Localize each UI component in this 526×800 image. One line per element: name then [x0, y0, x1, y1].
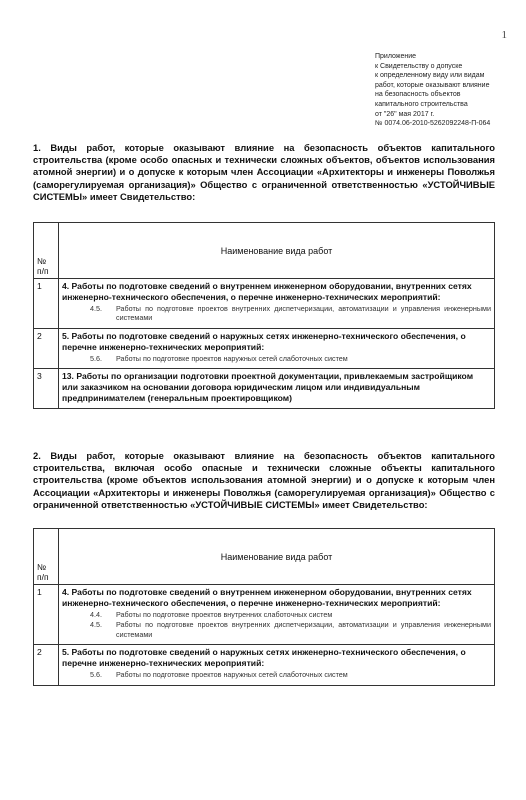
work-subitem — [90, 670, 491, 679]
row-number: 3 — [34, 369, 59, 409]
subitem-text: Работы по подготовке проектов внутренних диспетчеризации, автоматизации и управления инженерными системами — [116, 620, 491, 639]
subitem-number: 5.6. — [90, 670, 102, 680]
table-row — [34, 328, 495, 368]
row-number: 2 — [34, 645, 59, 685]
appendix-line: к Свидетельству о допуске — [375, 62, 463, 70]
work-type-title: 5. Работы по подготовке сведений о наружных сетях инженерно-технического обеспечения, о перечне инженерно-технических мероприятий: — [62, 647, 466, 669]
work-type-title: 5. Работы по подготовке сведений о наружных сетях инженерно-технического обеспечения, о перечне инженерно-технических мероприятий: — [62, 330, 466, 352]
row-content — [59, 328, 495, 368]
subitem-number: 4.5. — [90, 620, 102, 630]
row-content — [59, 585, 495, 645]
section2-intro: 2. Виды работ, которые оказывают влияние на безопасность объектов капитального строительства, включая особо опасные и технически сложные объекты капитального строительства (кроме объектов использования атомной энергии) и о допуске к которым член Ассоциации «Архитекторы и инженеры Поволжья (саморегулируемая организация)» Общество с ограниченной ответственностью «УСТОЙЧИВЫЕ СИСТЕМЫ» имеет Свидетельство: — [33, 450, 495, 510]
header-name: Наименование вида работ — [59, 223, 495, 279]
header-name: Наименование вида работ — [59, 529, 495, 585]
row-number: 1 — [34, 279, 59, 329]
appendix-line: капитального строительства — [375, 100, 468, 108]
header-num: № п/п — [34, 529, 59, 585]
table-row — [34, 585, 495, 645]
row-content — [59, 279, 495, 329]
table-row — [34, 279, 495, 329]
subitem-text: Работы по подготовке проектов наружных сетей слаботочных систем — [116, 670, 348, 680]
work-subitem — [90, 354, 491, 363]
table-row — [34, 369, 495, 409]
subitem-text: Работы по подготовке проектов внутренних диспетчеризации, автоматизации и управления инженерными системами — [116, 304, 491, 323]
row-number: 1 — [34, 585, 59, 645]
page-number: 1 — [501, 29, 507, 41]
work-subitem — [90, 620, 491, 639]
appendix-line: № 0074.06-2010-5262092248-П-064 — [375, 120, 491, 128]
work-type-title: 4. Работы по подготовке сведений о внутреннем инженерном оборудовании, внутренних сетях инженерно-технического обеспечения, о перечне инженерно-технических мероприятий: — [62, 587, 472, 608]
work-subitem — [90, 610, 491, 619]
subitem-number: 4.5. — [90, 304, 102, 313]
subitem-text: Работы по подготовке проектов наружных сетей слаботочных систем — [116, 353, 348, 363]
subitem-number: 4.4. — [90, 610, 102, 619]
subitem-text: Работы по подготовке проектов внутренних слаботочных систем — [116, 610, 333, 619]
subitem-number: 5.6. — [90, 353, 102, 363]
appendix-line: на безопасность объектов — [375, 91, 461, 99]
header-num: № п/п — [34, 223, 59, 279]
work-subitem — [90, 304, 491, 323]
table-header-row — [34, 223, 495, 279]
work-type-title: 13. Работы по организации подготовки проектной документации, привлекаемым застройщиком или заказчиком на основании договора юридическим лицом или индивидуальным предпринимателем (генеральным проектировщиком) — [62, 371, 474, 404]
appendix-line: Приложение — [375, 53, 417, 60]
table-row — [34, 645, 495, 685]
row-content — [59, 369, 495, 409]
row-content — [59, 645, 495, 685]
appendix-line: работ, которые оказывают влияние — [375, 81, 490, 89]
appendix-line: от "26" мая 2017 г. — [375, 110, 435, 118]
row-number: 2 — [34, 328, 59, 368]
section1-intro: 1. Виды работ, которые оказывают влияние на безопасность объектов капитального строительства (кроме особо опасных и технически сложных объектов, объектов использования атомной энергии) и о допуске к которым член Ассоциации «Архитекторы и инженеры Поволжья (саморегулируемая организация)» Общество с ограниченной ответственностью «УСТОЙЧИВЫЕ СИСТЕМЫ» имеет Свидетельство: — [33, 142, 495, 202]
section1-table — [33, 222, 495, 409]
appendix-block — [375, 52, 520, 129]
appendix-line: к определенному виду или видам — [375, 72, 485, 80]
table-header-row — [34, 529, 495, 585]
section2-table — [33, 528, 495, 686]
work-type-title: 4. Работы по подготовке сведений о внутреннем инженерном оборудовании, внутренних сетях инженерно-технического обеспечения, о перечне инженерно-технических мероприятий: — [62, 281, 472, 302]
